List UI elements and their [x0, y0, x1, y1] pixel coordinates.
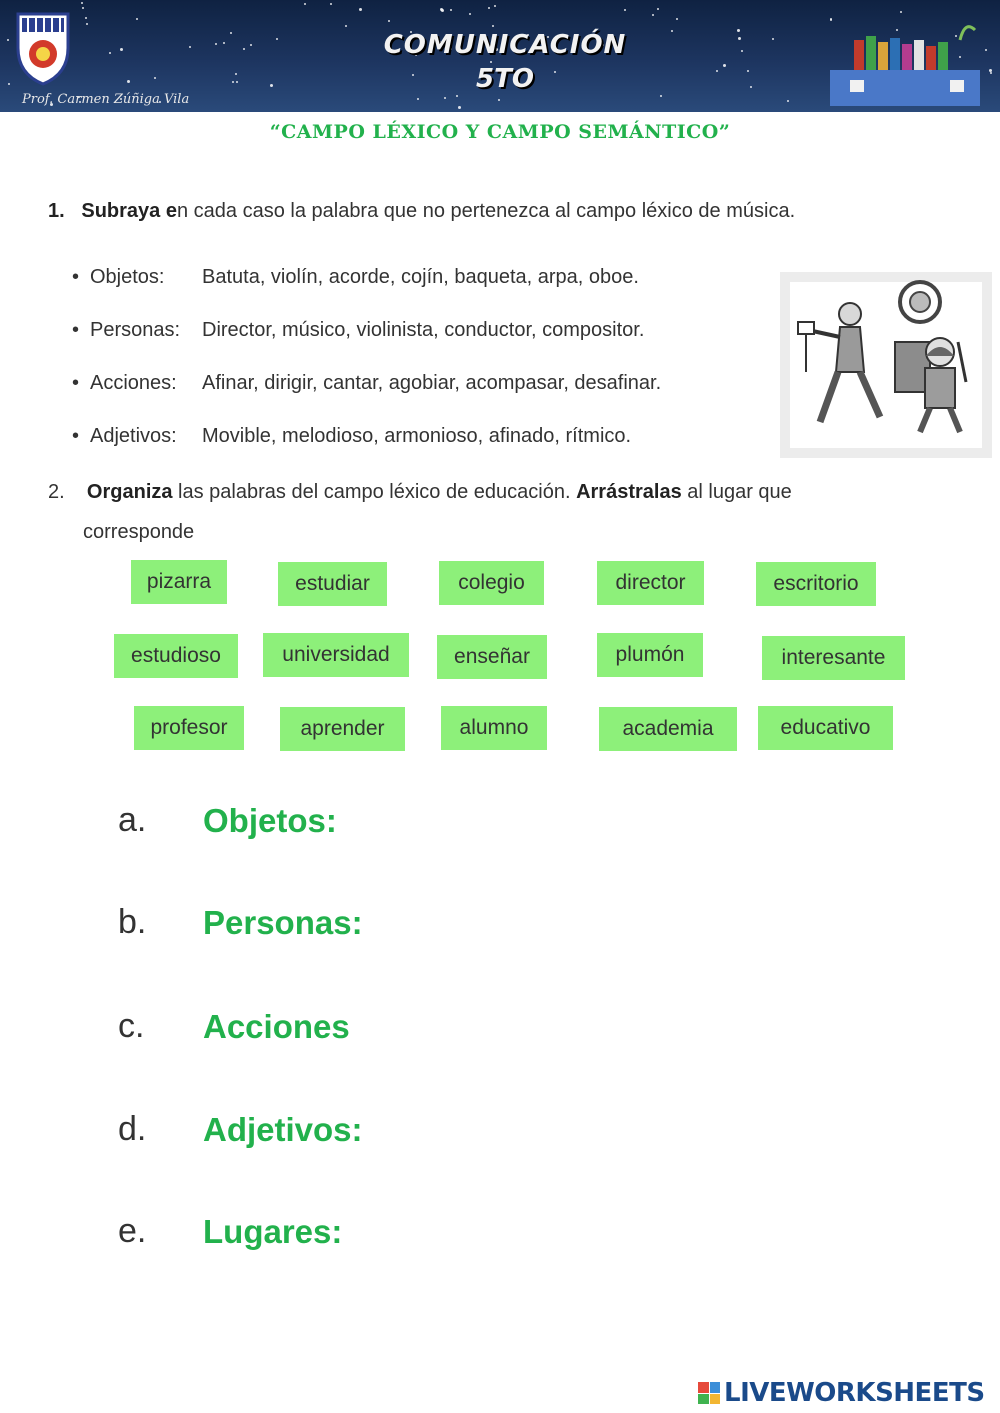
star-icon: [359, 8, 362, 11]
star-icon: [494, 5, 496, 7]
star-icon: [660, 95, 662, 97]
star-icon: [624, 9, 626, 11]
star-icon: [652, 14, 654, 16]
category-e-letter: e.: [118, 1212, 147, 1250]
word-chip-interesante[interactable]: interesante: [762, 636, 905, 680]
star-icon: [8, 83, 10, 85]
star-icon: [250, 44, 252, 46]
header-banner: [0, 0, 1000, 112]
question-2-bold-arrastralas: Arrástralas: [576, 481, 682, 503]
bullet-icon: •: [72, 266, 80, 288]
star-icon: [772, 38, 774, 40]
star-icon: [458, 106, 461, 109]
star-icon: [276, 38, 278, 40]
star-icon: [127, 80, 130, 83]
category-d-letter: d.: [118, 1110, 147, 1148]
liveworksheets-logo: [698, 1378, 985, 1408]
bullet-icon: •: [72, 425, 80, 447]
q1-item-text[interactable]: Afinar, dirigir, cantar, agobiar, acompasar, desafinar.: [202, 372, 662, 394]
star-icon: [330, 3, 332, 5]
category-b-letter: b.: [118, 903, 147, 941]
q1-item-adjetivos: [72, 425, 631, 448]
star-icon: [235, 73, 237, 75]
star-icon: [747, 70, 749, 72]
star-icon: [388, 20, 390, 22]
star-icon: [304, 3, 306, 5]
word-chip-academia[interactable]: academia: [599, 707, 737, 751]
page-title: “CAMPO LÉXICO Y CAMPO SEMÁNTICO”: [269, 121, 731, 143]
category-objetos-dropzone[interactable]: Objetos:: [203, 802, 337, 839]
star-icon: [723, 64, 726, 67]
category-acciones-dropzone[interactable]: Acciones: [203, 1008, 350, 1045]
liveworksheets-icon: [698, 1382, 720, 1404]
star-icon: [136, 18, 138, 20]
star-icon: [81, 2, 83, 4]
q1-item-text[interactable]: Movible, melodioso, armonioso, afinado, rítmico.: [202, 425, 632, 447]
category-a-letter: a.: [118, 801, 147, 839]
liveworksheets-brand: LIVEWORKSHEETS: [724, 1378, 985, 1408]
subject-title: COMUNICACIÓN: [383, 30, 627, 60]
word-chip-alumno[interactable]: alumno: [441, 706, 547, 750]
question-2-bold-organiza: Organiza: [86, 481, 173, 503]
q1-item-label: Personas:: [90, 319, 181, 341]
question-2-number: 2.: [48, 481, 65, 503]
category-lugares-dropzone[interactable]: Lugares:: [203, 1213, 343, 1250]
question-1: [48, 200, 795, 223]
star-icon: [223, 42, 225, 44]
bullet-icon: •: [72, 319, 80, 341]
star-icon: [737, 29, 740, 32]
star-icon: [120, 48, 123, 51]
star-icon: [738, 37, 741, 40]
question-1-text: n cada caso la palabra que no pertenezca al campo léxico de música.: [176, 200, 796, 222]
q1-item-text[interactable]: Director, músico, violinista, conductor, compositor.: [202, 319, 645, 341]
star-icon: [232, 81, 234, 83]
star-icon: [440, 8, 443, 11]
star-icon: [215, 43, 217, 45]
star-icon: [86, 23, 88, 25]
word-chip-ensenar[interactable]: enseñar: [437, 635, 547, 679]
star-icon: [450, 9, 452, 11]
bullet-icon: •: [72, 372, 80, 394]
question-2-text: las palabras del campo léxico de educación.: [172, 481, 577, 503]
word-chip-profesor[interactable]: profesor: [134, 706, 244, 750]
star-icon: [189, 46, 191, 48]
word-chip-universidad[interactable]: universidad: [263, 633, 409, 677]
school-logo-icon: [14, 8, 72, 86]
banner-title: [360, 28, 650, 96]
star-icon: [787, 100, 789, 102]
star-icon: [243, 48, 245, 50]
question-2: [48, 481, 792, 504]
category-adjetivos-dropzone[interactable]: Adjetivos:: [203, 1111, 363, 1148]
q1-item-objetos: [72, 266, 639, 289]
music-band-illustration: [780, 272, 992, 458]
star-icon: [82, 7, 84, 9]
q1-item-label: Objetos:: [90, 266, 165, 288]
star-icon: [85, 17, 87, 19]
star-icon: [444, 97, 446, 99]
star-icon: [671, 30, 673, 32]
word-chip-aprender[interactable]: aprender: [280, 707, 405, 751]
question-1-number: 1.: [48, 200, 65, 222]
word-chip-director[interactable]: director: [597, 561, 704, 605]
category-personas-dropzone[interactable]: Personas:: [203, 904, 363, 941]
q1-item-acciones: [72, 372, 661, 395]
star-icon: [469, 13, 471, 15]
question-2-text-2: al lugar que: [681, 481, 792, 503]
star-icon: [417, 98, 419, 100]
word-chip-colegio[interactable]: colegio: [439, 561, 544, 605]
star-icon: [236, 81, 238, 83]
star-icon: [488, 7, 490, 9]
star-icon: [230, 32, 232, 34]
question-1-bold: Subraya e: [81, 200, 177, 222]
star-icon: [716, 70, 718, 72]
q1-item-text[interactable]: Batuta, violín, acorde, cojín, baqueta, arpa, oboe.: [202, 266, 639, 288]
star-icon: [676, 18, 678, 20]
word-chip-educativo[interactable]: educativo: [758, 706, 893, 750]
star-icon: [154, 77, 156, 79]
star-icon: [7, 39, 9, 41]
word-chip-pizarra[interactable]: pizarra: [131, 560, 227, 604]
word-chip-estudioso[interactable]: estudioso: [114, 634, 238, 678]
author-name: Prof. Carmen Zúñiga Vila: [22, 92, 190, 107]
q1-item-personas: [72, 319, 644, 342]
star-icon: [345, 25, 347, 27]
star-icon: [657, 8, 659, 10]
star-icon: [741, 50, 743, 52]
question-2-line-2: corresponde: [83, 521, 195, 543]
grade-title: 5TO: [476, 64, 534, 94]
q1-item-label: Adjetivos:: [90, 425, 177, 447]
star-icon: [109, 52, 111, 54]
word-chip-estudiar[interactable]: estudiar: [278, 562, 387, 606]
star-icon: [492, 25, 494, 27]
star-icon: [270, 84, 273, 87]
word-chip-escritorio[interactable]: escritorio: [756, 562, 876, 606]
star-icon: [498, 99, 500, 101]
star-icon: [750, 86, 752, 88]
books-pencil-icon: [830, 0, 1000, 112]
word-chip-plumon[interactable]: plumón: [597, 633, 703, 677]
category-c-letter: c.: [118, 1007, 145, 1045]
q1-item-label: Acciones:: [90, 372, 177, 394]
